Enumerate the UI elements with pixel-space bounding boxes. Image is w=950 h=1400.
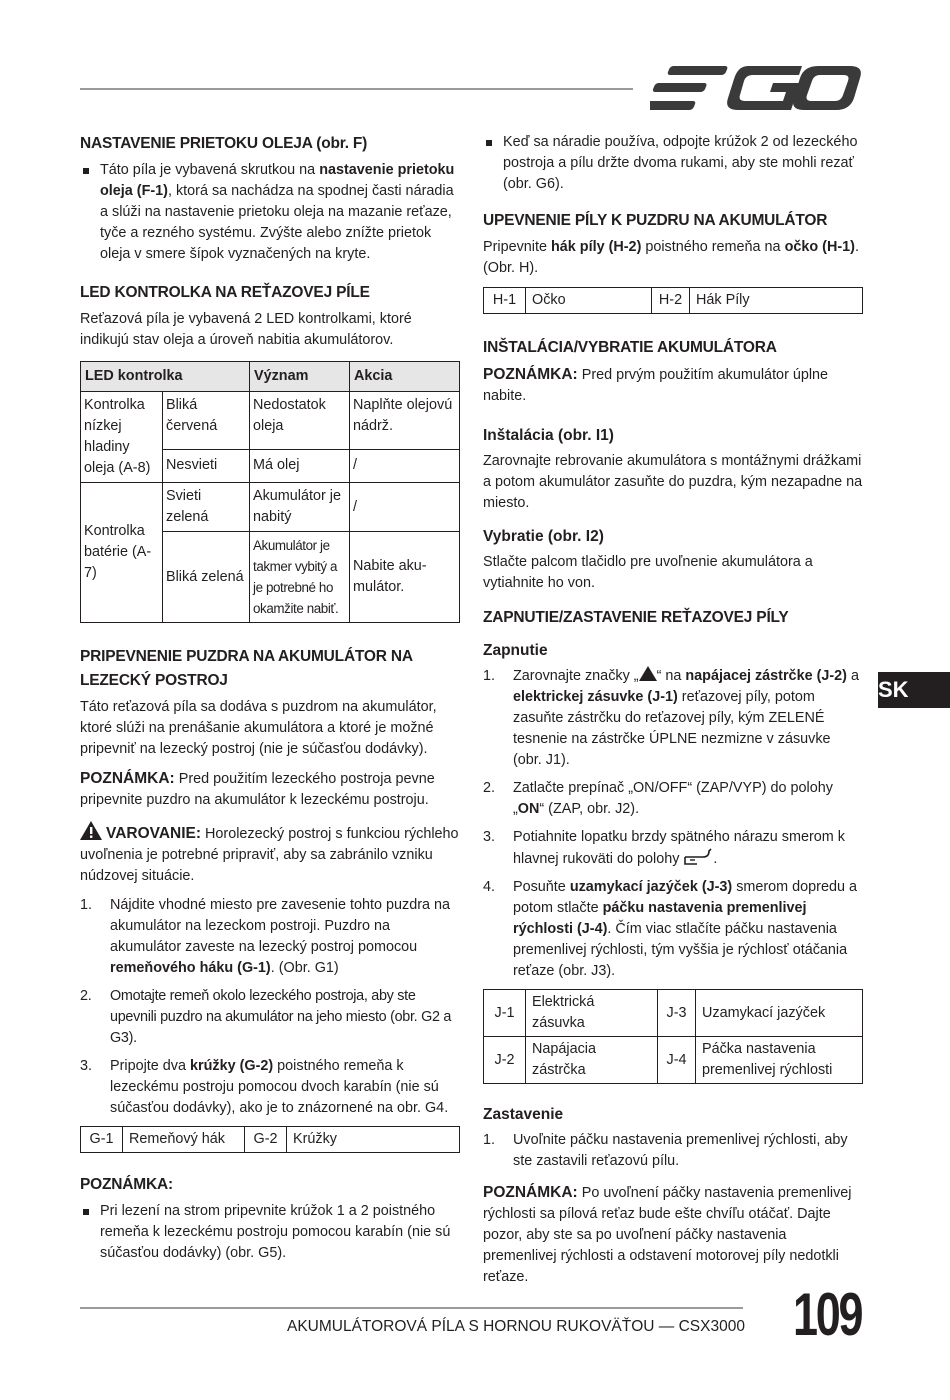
- header-rule: [80, 88, 633, 90]
- start-stop-title: ZAPNUTIE/ZASTAVENIE REŤAZOVEJ PÍLY: [483, 609, 789, 626]
- language-tab: SK: [878, 672, 950, 708]
- holster-title: PRIPEVNENIE PUZDRA NA AKUMULÁTOR NA LEZECKÝ POSTROJ: [80, 648, 413, 689]
- chain-brake-icon: [683, 848, 713, 866]
- start-title: Zapnutie: [483, 642, 548, 659]
- remove-text: Stlačte palcom tlačidlo pre uvoľnenie akumulátora a vytiahnite ho von.: [483, 554, 813, 591]
- holster-steps: [80, 895, 460, 1119]
- warning-icon: [80, 821, 102, 840]
- right-column: [483, 132, 863, 1288]
- battery-section: [483, 336, 863, 407]
- table-row: Kontrolka nízkej hladiny oleja (A-8) Bliká červená Nedostatok oleja Naplňte olejovú nádrž.: [81, 392, 460, 450]
- install-section: [483, 425, 863, 514]
- list-item: 2. Zatlačte prepínač „ON/OFF“ (ZAP/VYP) do polohy „ON“ (ZAP, obr. J2).: [483, 780, 833, 817]
- stop-note: POZNÁMKA: Po uvoľnení páčky nastavenia premenlivej rýchlosti sa pílová reťaz bude ešte chvíľu otáčať. Dajte pozor, aby ste sa po uvoľnení páčky nastavenia premenlivej rýchlosti a odstavení motorovej píly nedotkli reťaze.: [483, 1184, 852, 1285]
- stop-steps: [483, 1130, 863, 1172]
- table-row: Nesvieti Má olej /: [81, 449, 460, 482]
- holster-section: [80, 645, 460, 1153]
- remove-section: [483, 526, 863, 594]
- list-item: 1. Zarovnajte značky „ “ na napájacej zástrčke (J-2) a elektrickej zásuvke (J-1) reťazovej píly, potom zasuňte zástrčku do reťazovej píly, kým ZELENÉ tesnenie na zástrčke ÚPLNE nezmizne v zásuvke (obr. J1).: [483, 668, 859, 768]
- table-row: H-1 Očko H-2 Hák Píly: [484, 288, 863, 314]
- oil-flow-section: [80, 132, 460, 265]
- table-row: J-2 Napájacia zástrčka J-4 Páčka nastavenia premenlivej rýchlosti: [484, 1037, 863, 1084]
- saw-attach-text: Pripevnite hák píly (H-2) poistného remeňa na očko (H-1). (Obr. H).: [483, 239, 859, 276]
- battery-title: INŠTALÁCIA/VYBRATIE AKUMULÁTORA: [483, 339, 777, 356]
- footer-rule: [80, 1307, 743, 1309]
- saw-attach-section: [483, 209, 863, 314]
- holster-note: POZNÁMKA: Pred použitím lezeckého postroja pevne pripevnite puzdro na akumulátor k lezeckému postroju.: [80, 770, 435, 808]
- g-reference-table: [80, 1126, 460, 1153]
- start-steps: [483, 666, 863, 982]
- table-row: G-1 Remeňový hák G-2 Krúžky: [81, 1127, 460, 1153]
- table-row: Bliká zelená Akumulátor je takmer vybitý a je potrebné ho okamžite nabiť. Nabite aku-mulátor.: [81, 532, 460, 623]
- left-column: [80, 132, 460, 1280]
- h-reference-table: [483, 287, 863, 314]
- saw-attach-title: UPEVNENIE PÍLY K PUZDRU NA AKUMULÁTOR: [483, 212, 828, 229]
- holster-intro: Táto reťazová píla sa dodáva s puzdrom na akumulátor, ktoré slúži na prenášanie akumulátora a ktoré je možné pripevniť na lezecký postroj (nie je súčasťou dodávky).: [80, 699, 437, 757]
- install-text: Zarovnajte rebrovanie akumulátora s montážnymi drážkami a potom akumulátor zasuňte do puzdra, kým nezapadne na miesto.: [483, 453, 863, 511]
- holster-warning: VAROVANIE: Horolezecký postroj s funkciou rýchleho uvoľnenia je potrebné pripraviť, aby sa zabránilo vzniku núdzovej situácie.: [80, 821, 460, 887]
- table-header-row: LED kontrolka Význam Akcia: [81, 362, 460, 392]
- list-item: 1. Uvoľnite páčku nastavenia premenlivej rýchlosti, aby ste zastavili reťazovú pílu.: [483, 1132, 848, 1169]
- climbing-note-bullet: Pri lezení na strom pripevnite krúžok 1 a 2 poistného remeňa k lezeckému postroju pomocou karabín (nie sú súčasťou dodávky) (obr. G5).: [80, 1201, 460, 1264]
- triangle-mark-icon: [639, 666, 657, 681]
- led-intro: Reťazová píla je vybavená 2 LED kontrolkami, ktoré indikujú stav oleja a úroveň nabitia akumulátorov.: [80, 311, 412, 348]
- start-stop-section: [483, 606, 863, 630]
- j-reference-table: [483, 989, 863, 1084]
- climbing-note-section: [80, 1173, 460, 1264]
- page-number: 109: [793, 1281, 862, 1348]
- led-title: LED KONTROLKA NA REŤAZOVEJ PÍLE: [80, 284, 370, 301]
- list-item: 1. Nájdite vhodné miesto pre zavesenie tohto puzdra na akumulátor na lezeckom postroji. Puzdro na akumulátor zaveste na lezecký postroj pomocou remeňového háku (G-1). (Obr. G1): [80, 897, 450, 976]
- table-row: Kontrolka batérie (A-7) Svieti zelená Akumulátor je nabitý /: [81, 483, 460, 532]
- oil-flow-title: NASTAVENIE PRIETOKU OLEJA (obr. F): [80, 135, 368, 152]
- ego-logo: [650, 62, 862, 114]
- stop-title: Zastavenie: [483, 1106, 564, 1123]
- footer-title: AKUMULÁTOROVÁ PÍLA S HORNOU RUKOVÄŤOU — CSX3000: [287, 1318, 745, 1335]
- list-item: 3. Pripojte dva krúžky (G-2) poistného remeňa k lezeckému postroju pomocou dvoch karabín (nie sú súčasťou dodávky), ako je to znázornené na obr. G4.: [80, 1058, 449, 1116]
- battery-note: POZNÁMKA: Pred prvým použitím akumulátor úplne nabite.: [483, 366, 829, 404]
- install-title: Inštalácia (obr. I1): [483, 427, 614, 444]
- table-row: J-1 Elektrická zásuvka J-3 Uzamykací jazýček: [484, 990, 863, 1037]
- climbing-note-title: POZNÁMKA:: [80, 1176, 173, 1193]
- led-section: [80, 281, 460, 623]
- oil-flow-bullet: Táto píla je vybavená skrutkou na nastavenie prietoku oleja (F-1), ktorá sa nachádza na spodnej časti náradia a slúži na nastavenie prietoku oleja na mazanie reťaze, tyče a rezného systému. Zvýšte alebo znížte prietok oleja v smere šípok vyznačených na kryte.: [80, 160, 460, 265]
- list-item: 2. Omotajte remeň okolo lezeckého postroja, aby ste upevnili puzdro na akumulátor na jeho miesto (obr. G2 a G3).: [80, 988, 452, 1046]
- led-table: [80, 361, 460, 623]
- detach-ring-bullet: Keď sa náradie používa, odpojte krúžok 2 od lezeckého postroja a pílu držte dvoma rukami, aby ste mohli rezať (obr. G6).: [483, 132, 863, 195]
- list-item: 3. Potiahnite lopatku brzdy spätného nárazu smerom k hlavnej rukoväti do polohy .: [483, 829, 845, 867]
- remove-title: Vybratie (obr. I2): [483, 528, 604, 545]
- list-item: 4. Posuňte uzamykací jazýček (J-3) smerom dopredu a potom stlačte páčku nastavenia premenlivej rýchlosti (J-4). Čím viac stlačíte páčku nastavenia premenlivej rýchlosti, tým vyššia je rýchlosť otáčania reťaze (obr. J3).: [483, 879, 857, 979]
